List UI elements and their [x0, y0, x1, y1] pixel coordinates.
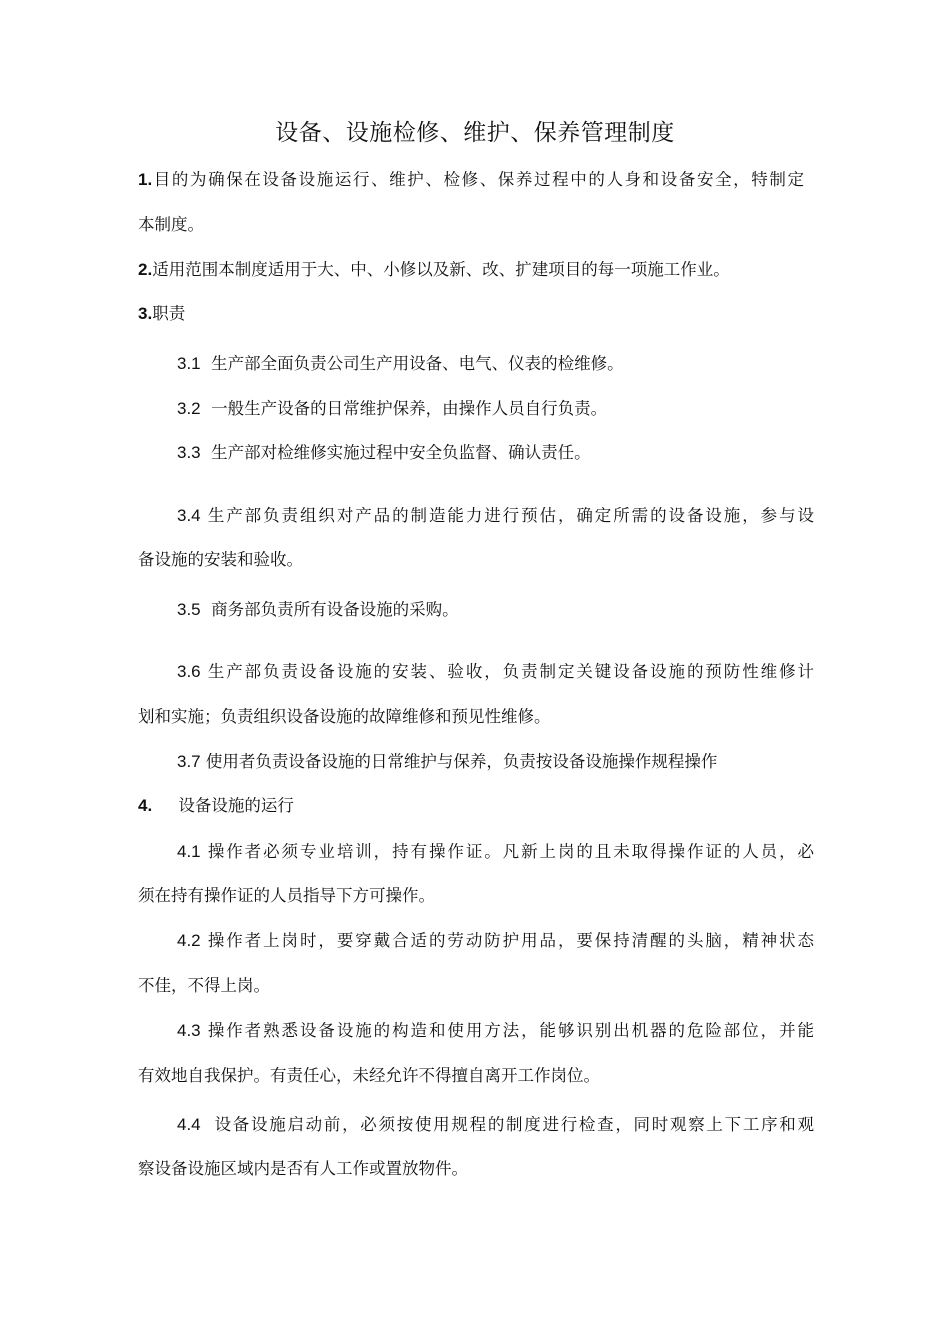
item-3-6-line-2: 划和实施；负责组织设备设施的故障维修和预见性维修。: [138, 707, 551, 726]
item-3-5: [177, 599, 459, 621]
item-3-6-line-1: [177, 661, 814, 683]
section-1-number: 1.: [138, 170, 153, 189]
item-4-4-line-2: 察设备设施区域内是否有人工作或置放物件。: [138, 1159, 468, 1178]
item-number: 4.3: [177, 1021, 201, 1040]
section-1-line-2: 本制度。: [138, 215, 204, 234]
section-4-heading-text: 设备设施的运行: [178, 796, 294, 815]
item-text: 商务部负责所有设备设施的采购。: [211, 600, 459, 619]
item-4-2-line-1: [177, 930, 814, 952]
section-1-text: 目的为确保在设备设施运行、维护、检修、保养过程中的人身和设备安全，特制定: [152, 170, 804, 189]
item-text: 生产部对检维修实施过程中安全负监督、确认责任。: [211, 443, 591, 462]
item-text: 操作者上岗时，要穿戴合适的劳动防护用品，要保持清醒的头脑，精神状态: [207, 931, 815, 950]
section-4-heading: [138, 795, 294, 817]
item-number: 3.2: [177, 399, 201, 418]
item-4-3-line-1: [177, 1020, 814, 1042]
item-number: 3.3: [177, 443, 201, 462]
section-2-number: 2.: [138, 260, 153, 279]
item-4-4-line-1: [177, 1114, 814, 1136]
section-3-heading: [138, 303, 185, 325]
item-text: 生产部负责设备设施的安装、验收，负责制定关键设备设施的预防性维修计: [207, 662, 815, 681]
section-1-line-1: [138, 169, 804, 191]
item-number: 4.1: [177, 842, 201, 861]
section-2-text: 适用范围本制度适用于大、中、小修以及新、改、扩建项目的每一项施工作业。: [152, 260, 730, 279]
item-4-3-line-2: 有效地自我保护。有责任心，未经允许不得擅自离开工作岗位。: [138, 1066, 600, 1085]
item-text: 操作者熟悉设备设施的构造和使用方法，能够识别出机器的危险部位，并能: [207, 1021, 815, 1040]
item-text: 生产部全面负责公司生产用设备、电气、仪表的检维修。: [211, 354, 624, 373]
item-3-2: [177, 398, 607, 420]
item-4-1-line-2: 须在持有操作证的人员指导下方可操作。: [138, 886, 435, 905]
item-3-4-line-1: [177, 505, 814, 527]
item-number: 4.2: [177, 931, 201, 950]
item-number: 3.6: [177, 662, 201, 681]
item-3-3: [177, 442, 591, 464]
item-3-7: [177, 751, 717, 773]
item-3-1: [177, 353, 624, 375]
item-text: 生产部负责组织对产品的制造能力进行预估，确定所需的设备设施，参与设: [207, 506, 815, 525]
item-text: 设备设施启动前，必须按使用规程的制度进行检查，同时观察上下工序和观: [214, 1115, 815, 1134]
section-2-line-1: [138, 259, 730, 281]
item-number: 3.7: [177, 752, 201, 771]
item-number: 3.4: [177, 506, 201, 525]
item-3-4-line-2: 备设施的安装和验收。: [138, 550, 303, 569]
section-3-heading-text: 职责: [152, 304, 186, 323]
item-text: 一般生产设备的日常维护保养，由操作人员自行负责。: [211, 399, 608, 418]
item-number: 3.1: [177, 354, 201, 373]
item-number: 4.4: [177, 1115, 201, 1134]
item-4-1-line-1: [177, 841, 814, 863]
section-4-number: 4.: [138, 796, 153, 815]
section-3-number: 3.: [138, 304, 153, 323]
item-text: 操作者必须专业培训，持有操作证。凡新上岗的且未取得操作证的人员，必: [207, 842, 815, 861]
item-text: 使用者负责设备设施的日常维护与保养，负责按设备设施操作规程操作: [205, 752, 718, 771]
item-4-2-line-2: 不佳，不得上岗。: [138, 976, 270, 995]
item-number: 3.5: [177, 600, 201, 619]
document-title: 设备、设施检修、维护、保养管理制度: [275, 120, 675, 146]
